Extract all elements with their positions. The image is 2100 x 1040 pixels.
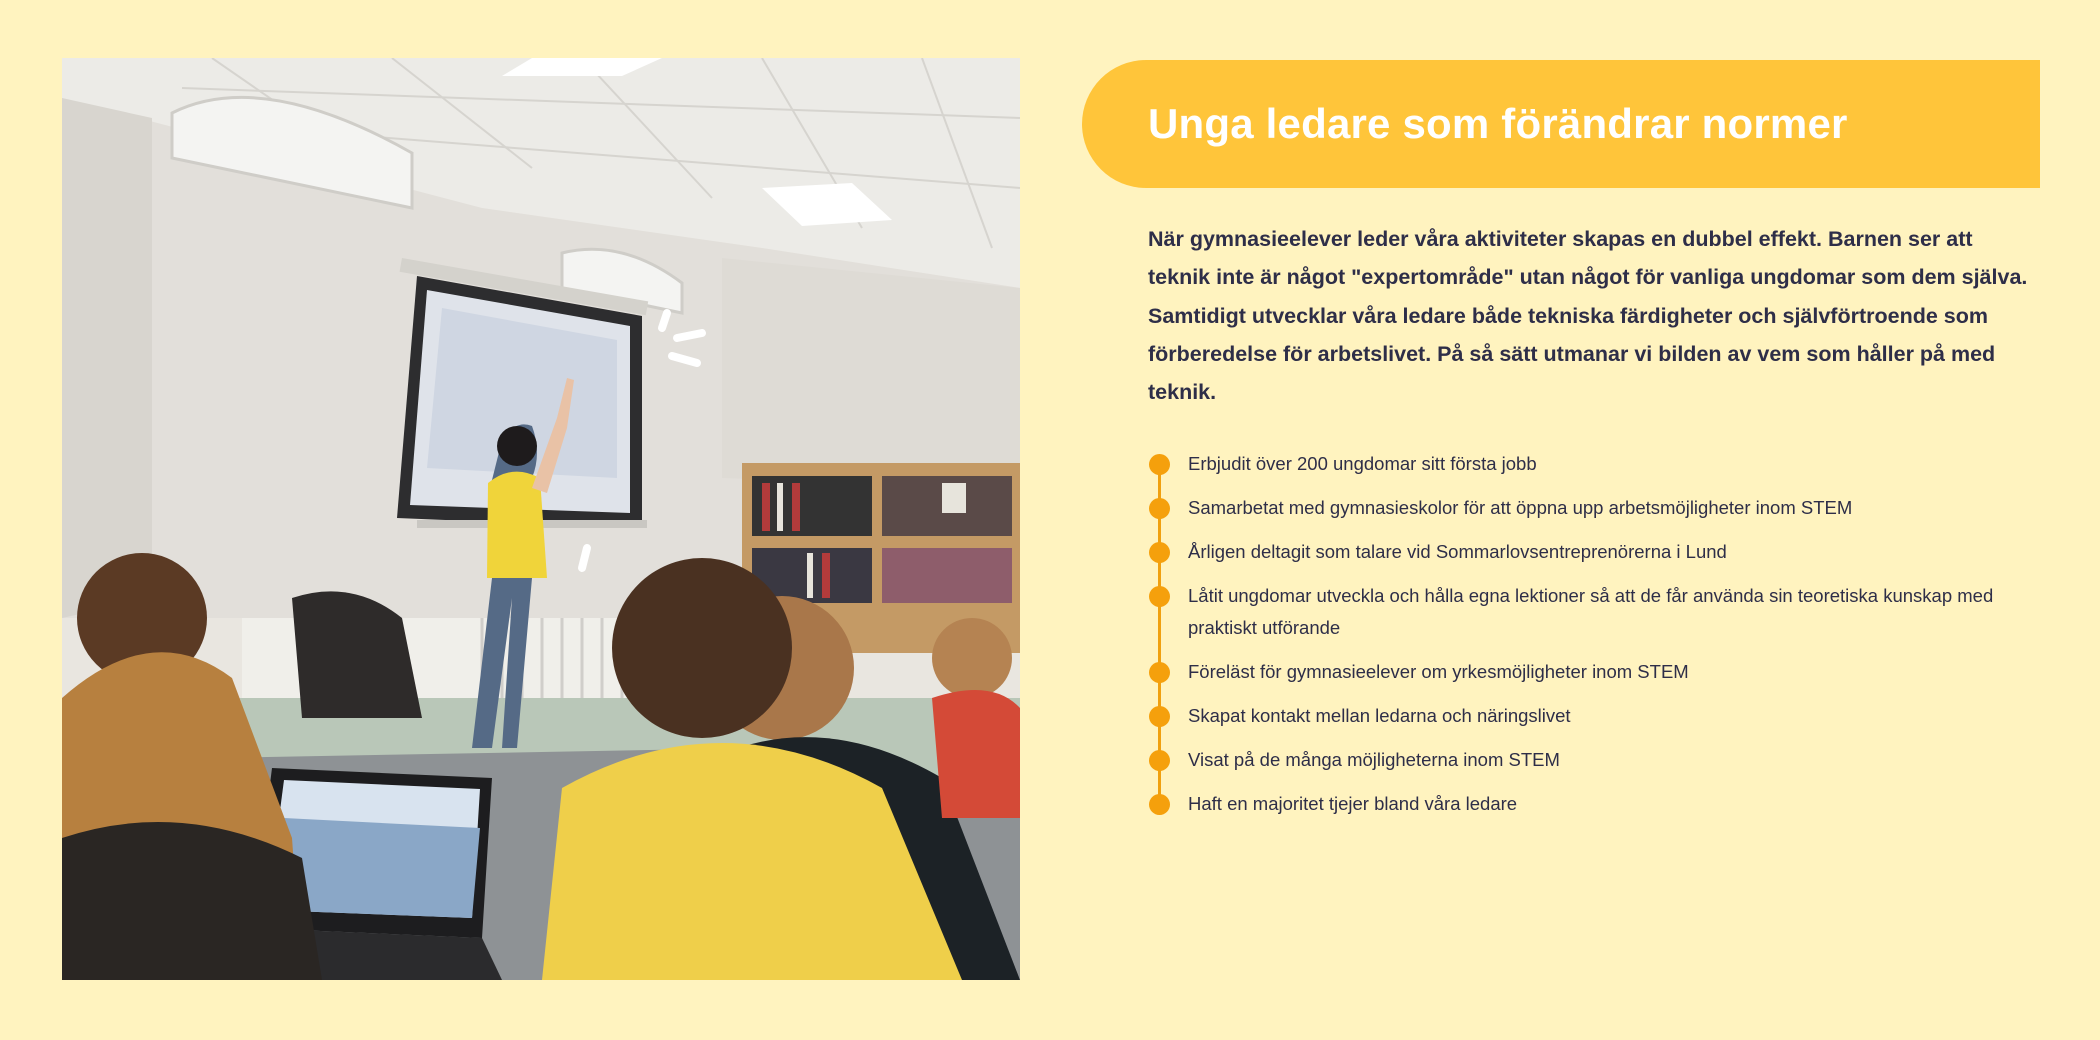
list-item-text: Årligen deltagit som talare vid Sommarlovsentreprenörerna i Lund <box>1188 541 1727 562</box>
list-item <box>1148 700 2028 732</box>
intro-paragraph: När gymnasieelever leder våra aktiviteter skapas en dubbel effekt. Barnen ser att teknik inte är något "expertområde" utan något för vanliga ungdomar som dem själva. Samtidigt utvecklar våra ledare både tekniska färdigheter och självförtroende som förberedelse för arbetslivet. På så sätt utmanar vi bilden av vem som håller på med teknik. <box>1148 227 2028 405</box>
list-item <box>1148 656 2028 688</box>
title-banner <box>1082 60 2040 188</box>
achievements-list <box>1148 448 2028 832</box>
list-item-text: Haft en majoritet tjejer bland våra ledare <box>1188 792 1518 814</box>
list-item <box>1148 788 2028 820</box>
list-item-text: Föreläst för gymnasieelever om yrkesmöjligheter inom STEM <box>1188 660 1689 682</box>
bullet-dot-icon <box>1149 794 1170 815</box>
bullet-dot-icon <box>1149 454 1170 475</box>
list-item <box>1148 744 2028 776</box>
list-item <box>1148 580 2028 643</box>
list-item-text: Erbjudit över 200 ungdomar sitt första jobb <box>1188 453 1537 474</box>
bullet-dot-icon <box>1149 750 1170 771</box>
list-item-text: Visat på de många möjligheterna inom STEM <box>1188 748 1560 770</box>
list-item-text: Skapat kontakt mellan ledarna och näringslivet <box>1188 704 1571 726</box>
list-item-text: Låtit ungdomar utveckla och hålla egna lektioner så att de får använda sin teoretiska kunskap med praktiskt utförande <box>1188 585 1994 638</box>
section-title: Unga ledare som förändrar normer <box>1148 100 1848 147</box>
classroom-photo <box>62 58 1020 980</box>
list-item <box>1148 448 2028 480</box>
bullet-dot-icon <box>1149 586 1170 607</box>
bullet-dot-icon <box>1149 542 1170 563</box>
list-item <box>1148 492 2028 524</box>
bullet-dot-icon <box>1149 706 1170 727</box>
bullet-dot-icon <box>1149 662 1170 683</box>
list-item-text: Samarbetat med gymnasieskolor för att öppna upp arbetsmöjligheter inom STEM <box>1188 497 1853 518</box>
bullet-dot-icon <box>1149 498 1170 519</box>
list-item <box>1148 536 2028 568</box>
